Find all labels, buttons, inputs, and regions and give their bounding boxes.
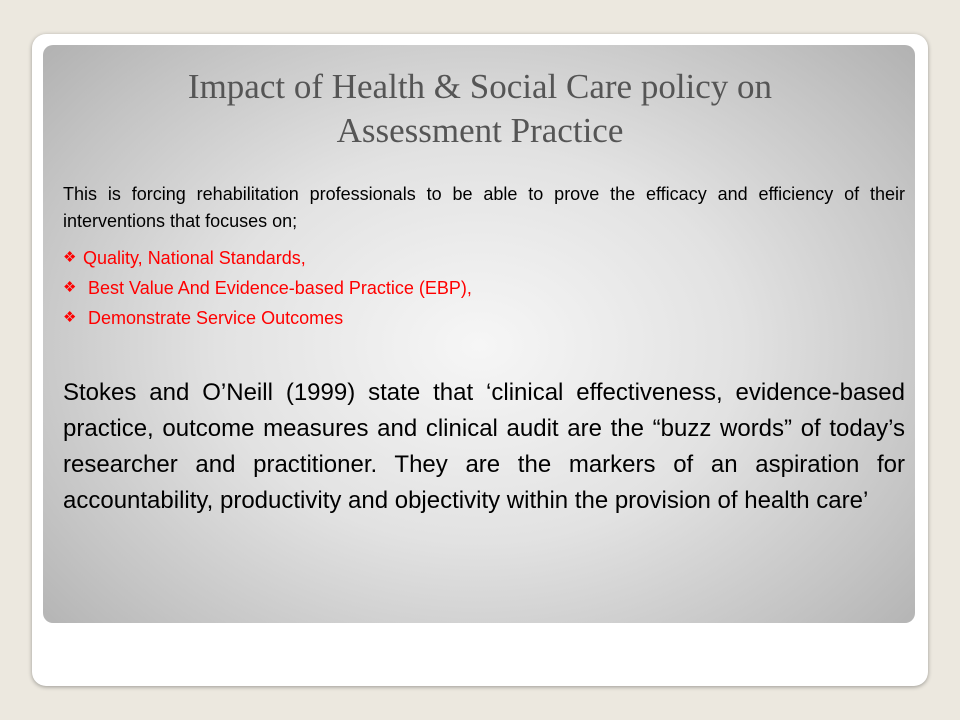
bullet-item (63, 243, 905, 273)
diamond-bullet-icon: ❖ (63, 249, 77, 266)
quote-paragraph: Stokes and O’Neill (1999) state that ‘clinical effectiveness, evidence-based practice, outcome measures and clinical audit are the “buzz words” of today’s researcher and practitioner. They are the markers of an aspiration for accountability, productivity and objectivity within the provision of health care’ (63, 379, 905, 514)
bullet-list (63, 243, 905, 333)
slide-title-line-1: Impact of Health & Social Care policy on (187, 67, 773, 106)
bullet-text: Demonstrate Service Outcomes (88, 308, 344, 328)
intro-paragraph: This is forcing rehabilitation professionals to be able to prove the efficacy and efficiency of their interventions that focuses on; (63, 184, 905, 231)
bullet-item (63, 303, 905, 333)
slide-title-line-2: Assessment Practice (336, 111, 624, 150)
bullet-text: Best Value And Evidence-based Practice (EBP), (88, 278, 472, 298)
slide-title (0, 65, 960, 153)
diamond-bullet-icon: ❖ (63, 279, 77, 296)
bullet-text: Quality, National Standards, (83, 248, 306, 268)
diamond-bullet-icon: ❖ (63, 309, 77, 326)
bullet-item (63, 273, 905, 303)
